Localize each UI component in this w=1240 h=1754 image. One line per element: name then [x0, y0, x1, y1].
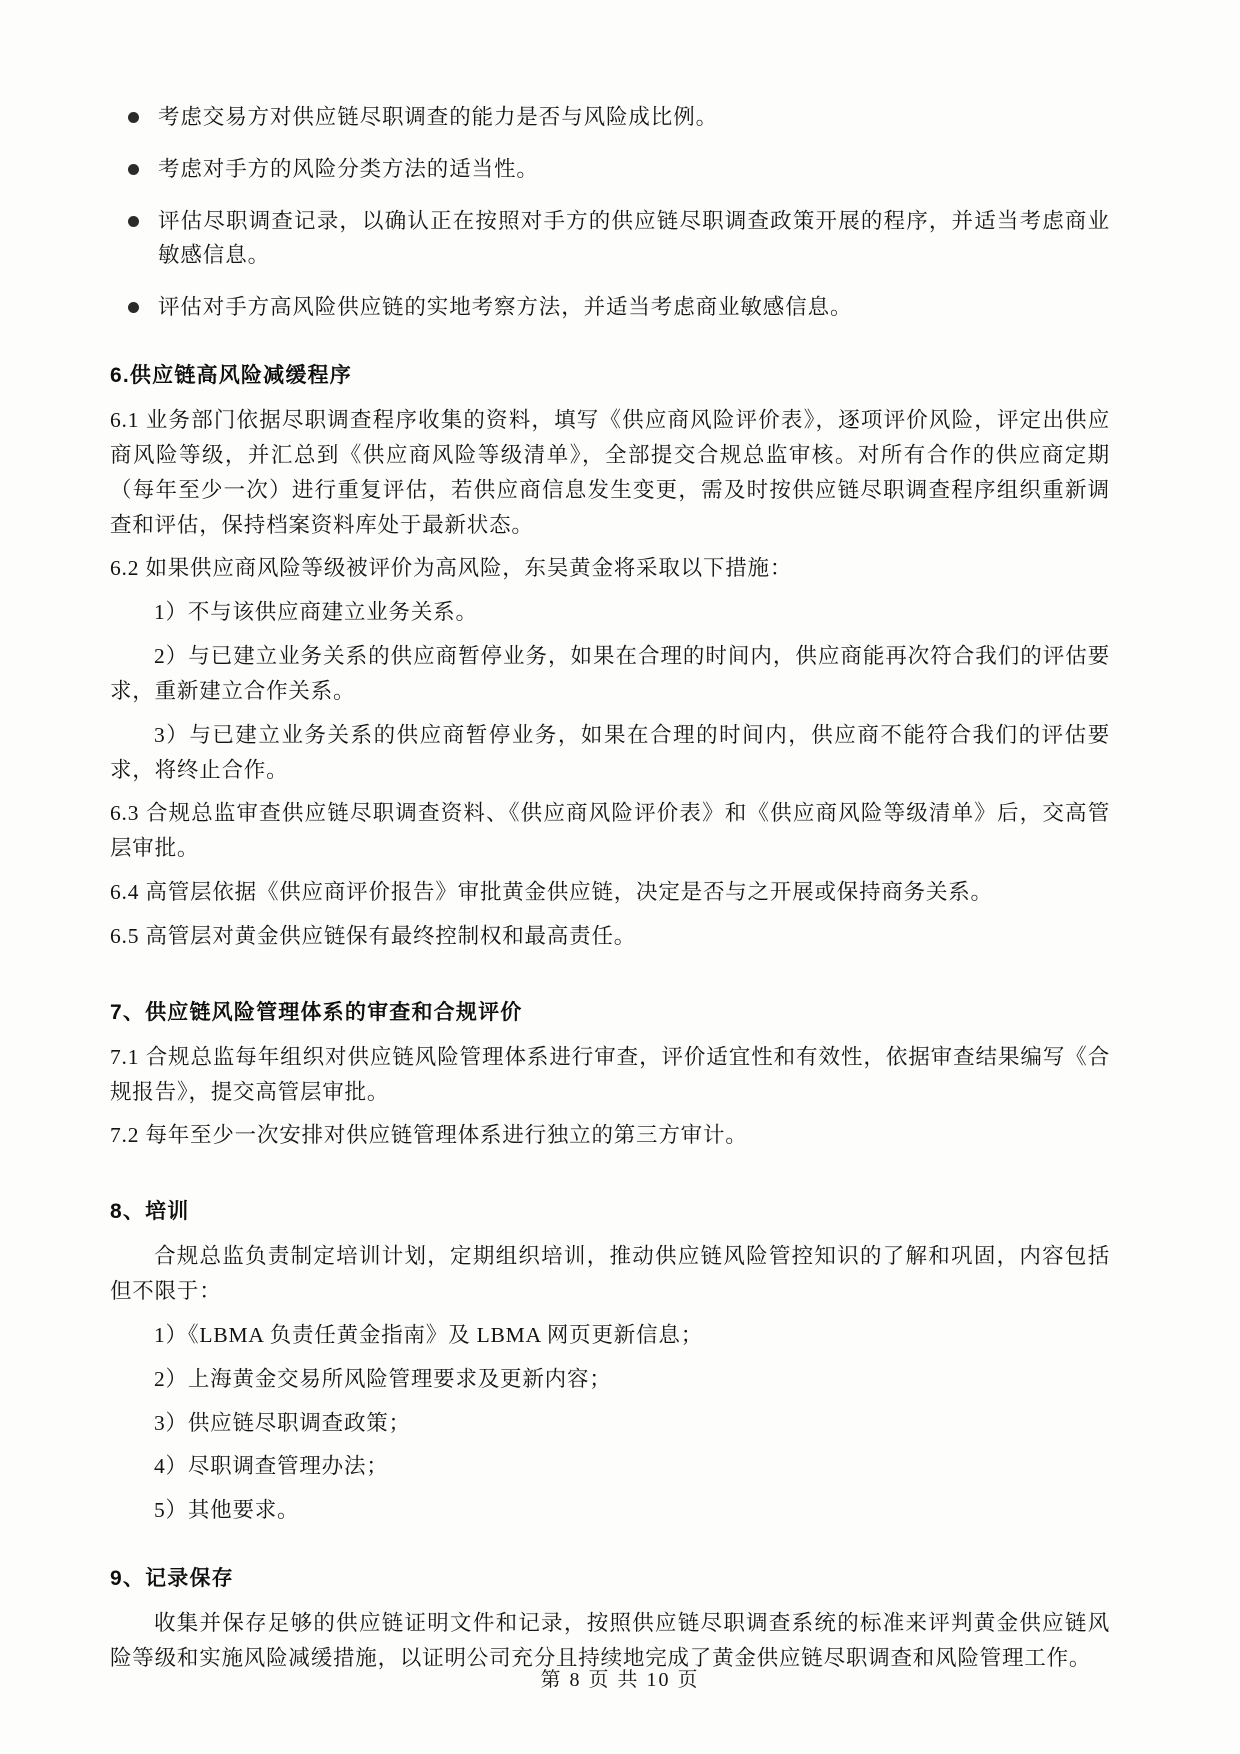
list-item-text: 评估尽职调查记录，以确认正在按照对手方的供应链尽职调查政策开展的程序，并适当考虑商业敏感信息。	[158, 208, 1110, 268]
list-item	[110, 100, 1110, 135]
bullet-dot-icon	[128, 302, 139, 313]
paragraph-7-2: 7.2 每年至少一次安排对供应链管理体系进行独立的第三方审计。	[110, 1123, 748, 1148]
paragraph-6-2-item-1: 1）不与该供应商建立业务关系。	[154, 600, 478, 625]
paragraph-6-1: 6.1 业务部门依据尽职调查程序收集的资料，填写《供应商风险评价表》，逐项评价风险，评定出供应商风险等级，并汇总到《供应商风险等级清单》，全部提交合规总监审核。对所有合作的供应商定期（每年至少一次）进行重复评估，若供应商信息发生变更，需及时按供应链尽职调查程序组织重新调查和评估，保持档案资料库处于最新状态。	[110, 408, 1110, 537]
paragraph-6-5: 6.5 高管层对黄金供应链保有最终控制权和最高责任。	[110, 923, 637, 948]
paragraph-8-item-1: 1）《LBMA 负责任黄金指南》及 LBMA 网页更新信息；	[154, 1322, 703, 1347]
paragraph-8-item-3: 3）供应链尽职调查政策；	[154, 1410, 411, 1435]
list-item-text: 考虑对手方的风险分类方法的适当性。	[158, 156, 539, 181]
bullet-list	[110, 100, 1110, 325]
list-item-text: 评估对手方高风险供应链的实地考察方法，并适当考虑商业敏感信息。	[158, 295, 853, 320]
list-item	[110, 204, 1110, 274]
section-heading-9: 9、记录保存	[110, 1567, 234, 1591]
paragraph-6-2: 6.2 如果供应商风险等级被评价为高风险，东吴黄金将采取以下措施：	[110, 556, 793, 581]
page-content	[110, 100, 1110, 1676]
section-heading-7: 7、供应链风险管理体系的审查和合规评价	[110, 1000, 523, 1024]
paragraph-6-4: 6.4 高管层依据《供应商评价报告》审批黄金供应链，决定是否与之开展或保持商务关系。	[110, 880, 993, 905]
paragraph-6-3: 6.3 合规总监审查供应链尽职调查资料、《供应商风险评价表》和《供应商风险等级清单》后，交高管层审批。	[110, 801, 1110, 861]
paragraph-8-item-4: 4）尽职调查管理办法；	[154, 1454, 389, 1479]
list-item	[110, 290, 1110, 325]
list-item-text: 考虑交易方对供应链尽职调查的能力是否与风险成比例。	[158, 105, 719, 129]
paragraph-8-item-2: 2）上海黄金交易所风险管理要求及更新内容；	[154, 1366, 612, 1391]
paragraph-9-1: 收集并保存足够的供应链证明文件和记录，按照供应链尽职调查系统的标准来评判黄金供应链风险等级和实施风险减缓措施，以证明公司充分且持续地完成了黄金供应链尽职调查和风险管理工作。	[110, 1611, 1110, 1670]
bullet-dot-icon	[128, 164, 139, 175]
paragraph-6-2-item-2: 2）与已建立业务关系的供应商暂停业务，如果在合理的时间内，供应商能再次符合我们的评估要求，重新建立合作关系。	[110, 644, 1110, 703]
paragraph-6-2-item-3: 3）与已建立业务关系的供应商暂停业务，如果在合理的时间内，供应商不能符合我们的评估要求，将终止合作。	[110, 722, 1110, 782]
section-heading-8: 8、培训	[110, 1200, 190, 1224]
section-heading-6: 6.供应链高风险减缓程序	[110, 364, 352, 388]
list-item	[110, 152, 1110, 187]
paragraph-8-item-5: 5）其他要求。	[154, 1498, 300, 1523]
paragraph-7-1: 7.1 合规总监每年组织对供应链风险管理体系进行审查，评价适宜性和有效性，依据审查结果编写《合规报告》，提交高管层审批。	[110, 1044, 1110, 1104]
bullet-dot-icon	[128, 216, 139, 227]
bullet-dot-icon	[128, 112, 139, 123]
paragraph-8-1: 合规总监负责制定培训计划，定期组织培训，推动供应链风险管控知识的了解和巩固，内容包括但不限于：	[110, 1244, 1110, 1304]
page-footer: 第 8 页 共 10 页	[540, 1669, 700, 1691]
